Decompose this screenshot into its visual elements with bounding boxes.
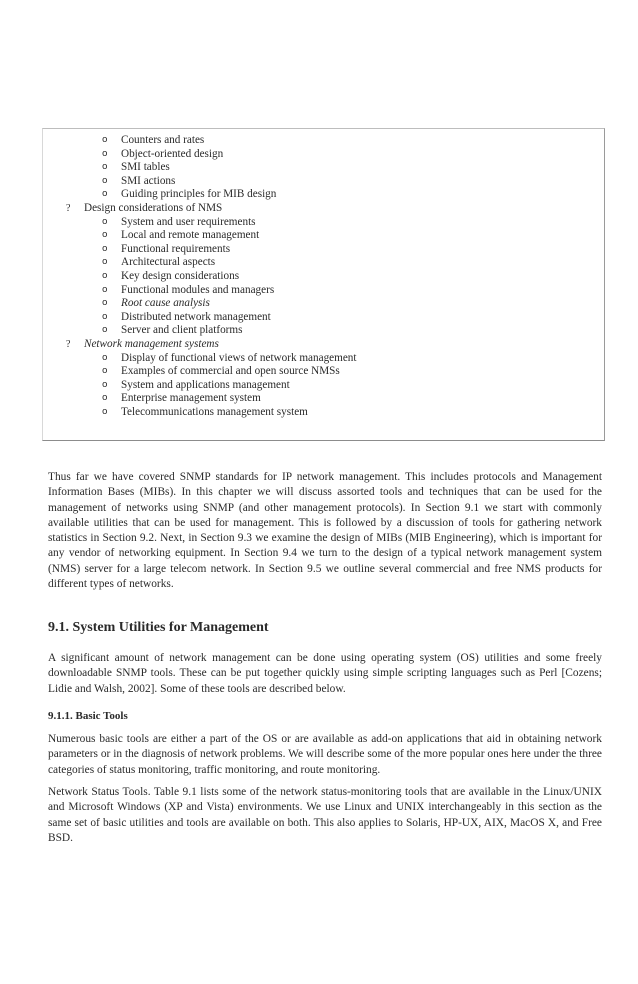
outline-item-text: Server and client platforms	[121, 324, 243, 337]
outline-item-text: Architectural aspects	[121, 256, 216, 269]
outline-subtopic	[0, 188, 638, 202]
outline-topic	[0, 338, 638, 352]
outline-item-text: Local and remote management	[121, 229, 260, 242]
outline-subtopic	[0, 392, 638, 406]
outline-item-text: Distributed network management	[121, 310, 271, 323]
bullet-marker: o	[102, 311, 108, 322]
intro-paragraph: Thus far we have covered SNMP standards for IP network management. This includes protocols and Management Information Bases (MIBs). In this chapter we will discuss assorted tools and techniques that can be used for the management of networks using SNMP (and other management protocols). In Section 9.1 we start with commonly available utilities that can be used for management. This is followed by a discussion of tools for gathering network statistics in Section 9.2. Next, in Section 9.3 we examine the design of MIBs (MIB Engineering), which is important for any vendor of networking equipment. In Section 9.4 we turn to the design of a typical network management system (NMS) server for a large telecom network. In Section 9.5 we outline several commercial and free NMS products for different types of networks.	[48, 471, 602, 591]
outline-subtopic	[0, 352, 638, 366]
bullet-marker: o	[102, 352, 108, 363]
outline-subtopic	[0, 270, 638, 284]
bullet-marker: ?	[66, 202, 71, 214]
outline-subtopic	[0, 311, 638, 325]
bullet-marker: o	[102, 393, 108, 404]
outline-item-text: Examples of commercial and open source NMSs	[121, 365, 340, 378]
bullet-marker: o	[102, 379, 108, 390]
outline-subtopic	[0, 379, 638, 393]
basic-tools-paragraph: Numerous basic tools are either a part of the OS or are available as add-on applications that aid in obtaining network parameters or in the diagnosis of network problems. We will describe some of the more popular ones here under the three categories of status monitoring, traffic monitoring, and route monitoring.	[48, 733, 602, 776]
outline-item-text: Telecommunications management system	[121, 405, 308, 418]
outline-subtopic	[0, 324, 638, 338]
outline-item-text: Counters and rates	[121, 134, 205, 146]
outline-item-text: Enterprise management system	[121, 392, 261, 405]
section-heading: 9.1. System Utilities for Management	[48, 620, 269, 635]
bullet-marker: o	[102, 175, 108, 186]
bullet-marker: o	[102, 406, 108, 417]
outline-topic	[0, 202, 638, 216]
bullet-marker: o	[102, 270, 108, 281]
outline-subtopic	[0, 148, 638, 162]
outline-subtopic	[0, 297, 638, 311]
bullet-marker: o	[102, 189, 108, 200]
outline-subtopic	[0, 256, 638, 270]
outline-subtopic	[0, 284, 638, 298]
bullet-marker: o	[102, 162, 108, 173]
outline-subtopic	[0, 175, 638, 189]
bullet-marker: o	[102, 216, 108, 227]
status-tools-paragraph: Network Status Tools. Table 9.1 lists some of the network status-monitoring tools that are available in the Linux/UNIX and Microsoft Windows (XP and Vista) environments. We use Linux and UNIX interchangeably in this section as the same set of basic utilities and tools are available on both. This also applies to Solaris, HP-UX, AIX, MacOS X, and Free BSD.	[48, 786, 602, 844]
outline-item-text: Design considerations of NMS	[84, 201, 223, 214]
outline-item-text: SMI actions	[121, 174, 176, 187]
bullet-marker: o	[102, 284, 108, 295]
outline-subtopic	[0, 161, 638, 175]
outline-subtopic	[0, 365, 638, 379]
outline-item-text: Guiding principles for MIB design	[121, 188, 277, 201]
outline-item-text: Object-oriented design	[121, 147, 224, 160]
bullet-marker: o	[102, 243, 108, 254]
outline-item-text: Root cause analysis	[121, 297, 210, 310]
outline-item-text: System and applications management	[121, 378, 290, 391]
bullet-marker: o	[102, 135, 108, 145]
bullet-marker: o	[102, 366, 108, 377]
outline-item-text: Network management systems	[84, 337, 219, 350]
outline-item-text: Key design considerations	[121, 269, 240, 282]
outline-subtopic	[0, 216, 638, 230]
outline-subtopic	[0, 229, 638, 243]
outline-item-text: SMI tables	[121, 161, 170, 174]
outline-subtopic	[0, 134, 638, 148]
bullet-marker: ?	[66, 338, 71, 350]
bullet-marker: o	[102, 230, 108, 241]
outline-item-text: Display of functional views of network management	[121, 351, 357, 364]
subsection-heading: 9.1.1. Basic Tools	[48, 710, 128, 722]
outline-item-text: Functional modules and managers	[121, 283, 275, 296]
chapter-outline-list	[0, 134, 638, 419]
bullet-marker: o	[102, 257, 108, 268]
outline-item-text: System and user requirements	[121, 215, 256, 228]
section-paragraph: A significant amount of network management can be done using operating system (OS) utilities and some freely downloadable SNMP tools. These can be put together quickly using simple scripting languages such as Perl [Cozens; Lidie and Walsh, 2002]. Some of these tools are described below.	[48, 652, 602, 695]
bullet-marker: o	[102, 148, 108, 159]
outline-item-text: Functional requirements	[121, 242, 231, 255]
bullet-marker: o	[102, 325, 108, 336]
outline-subtopic	[0, 406, 638, 420]
bullet-marker: o	[102, 298, 108, 309]
outline-subtopic	[0, 243, 638, 257]
